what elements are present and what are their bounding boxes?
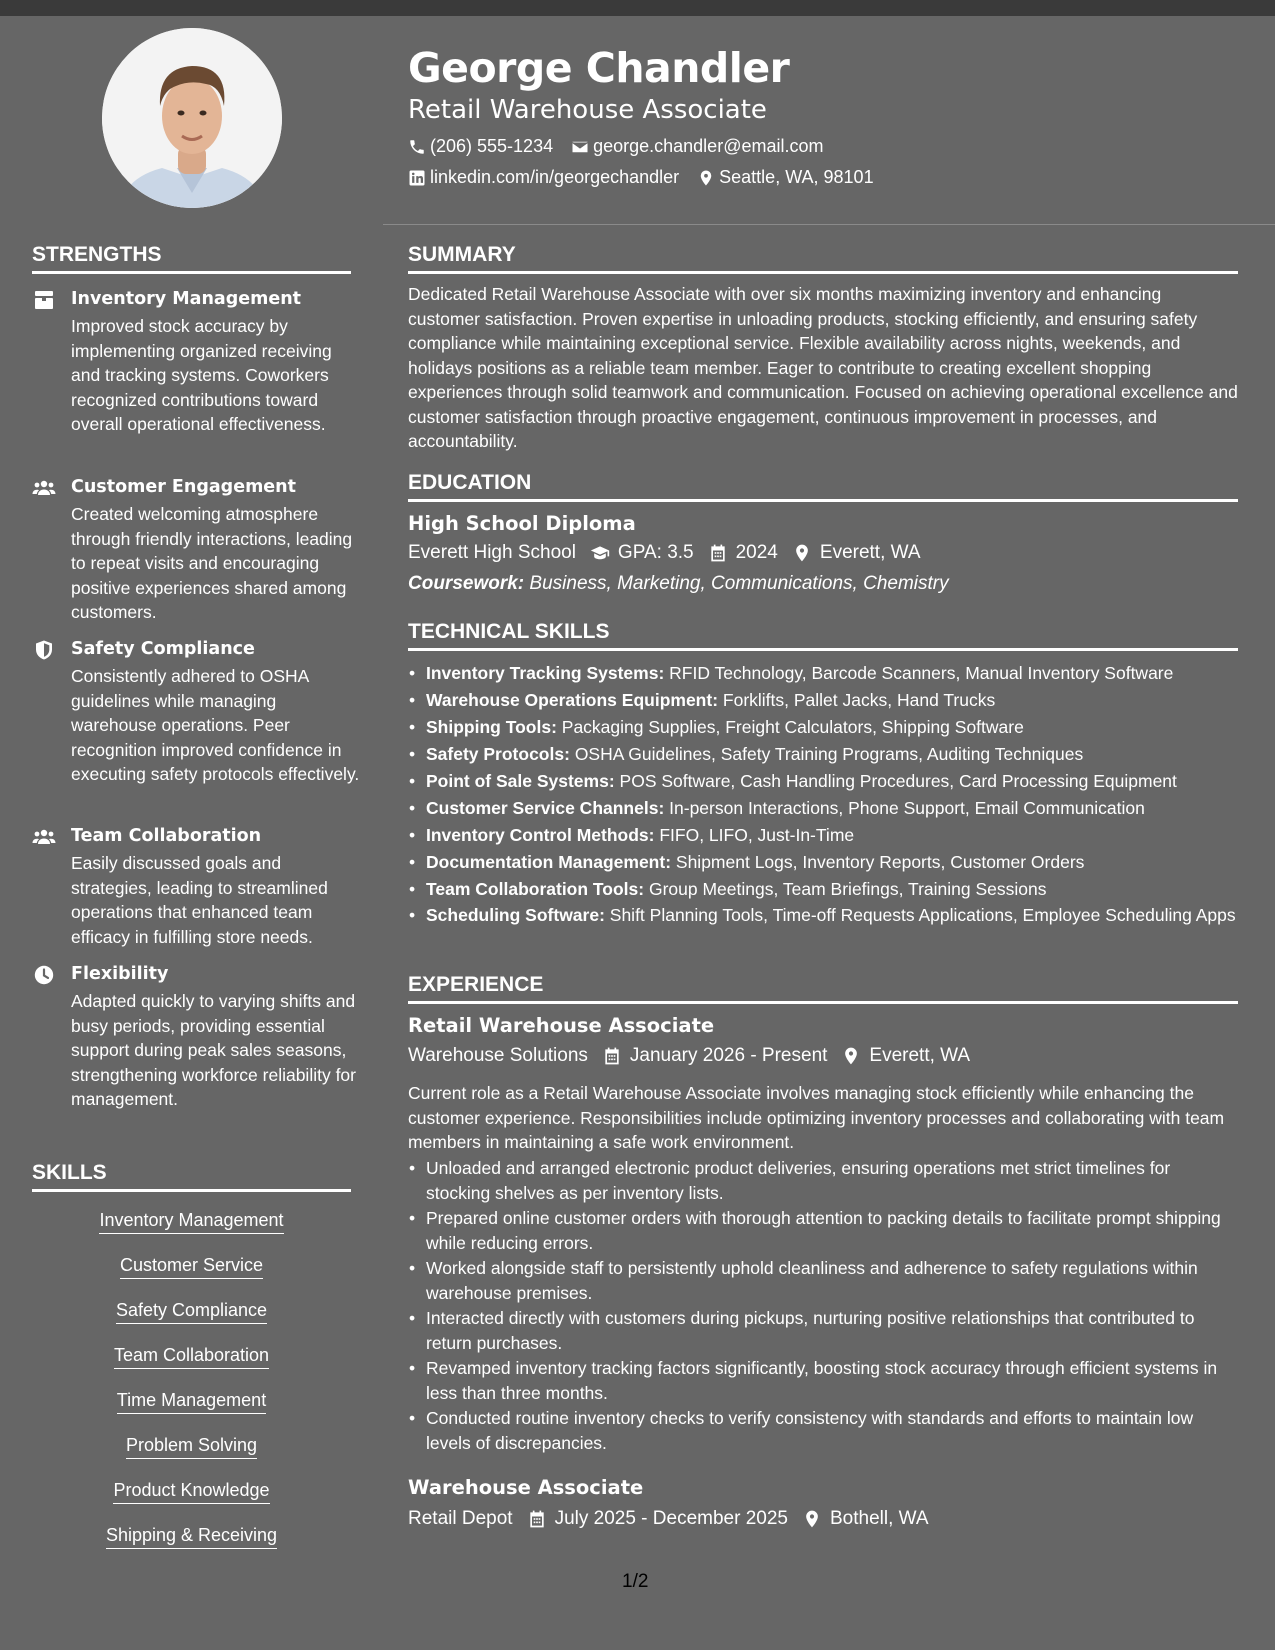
- linkedin-contact[interactable]: [408, 167, 679, 188]
- coursework-line: [408, 573, 949, 595]
- linkedin-text: linkedin.com/in/georgechandler: [430, 167, 680, 187]
- map-pin-icon: [697, 169, 715, 187]
- list-item: • Worked alongside staff to persistently uphold cleanliness and adherence to safety regulations within warehouse premises.: [408, 1256, 1238, 1305]
- list-item: • Inventory Tracking Systems: RFID Technology, Barcode Scanners, Manual Inventory Software: [408, 660, 1238, 687]
- graduation-year: 2024: [735, 542, 778, 563]
- list-item: • Warehouse Operations Equipment: Forklifts, Pallet Jacks, Hand Trucks: [408, 687, 1238, 714]
- job-bullets: [408, 1156, 1238, 1456]
- list-item: • Point of Sale Systems: POS Software, Cash Handling Procedures, Card Processing Equipment: [408, 768, 1238, 795]
- phone-icon: [408, 138, 426, 156]
- calendar-icon: [527, 1509, 547, 1529]
- job-summary: Current role as a Retail Warehouse Associate involves managing stock efficiently while enhancing the customer experience. Responsibilities include optimizing inventory processes and collaborating with team members in maintaining a safe work environment.: [408, 1083, 1225, 1152]
- email-text: george.chandler@email.com: [593, 136, 824, 156]
- list-item: • Safety Protocols: OSHA Guidelines, Safety Training Programs, Auditing Techniques: [408, 741, 1238, 768]
- map-pin-icon: [841, 1046, 861, 1066]
- list-item: • Unloaded and arranged electronic product deliveries, ensuring operations met strict timelines for stocking shelves as per inventory lists.: [408, 1156, 1238, 1205]
- map-pin-icon: [792, 543, 812, 563]
- shield-icon: [32, 640, 56, 660]
- list-item: • Inventory Control Methods: FIFO, LIFO, Just-In-Time: [408, 822, 1238, 849]
- job-meta: [408, 1508, 929, 1530]
- job-meta: [408, 1045, 970, 1067]
- box-icon: [32, 290, 56, 310]
- education-meta: [408, 542, 921, 564]
- education-degree: High School Diploma: [408, 512, 636, 535]
- calendar-icon: [708, 543, 728, 563]
- company-name: Retail Depot: [408, 1508, 513, 1529]
- skills-heading: SKILLS: [32, 1161, 351, 1192]
- summary-heading: SUMMARY: [408, 243, 1238, 274]
- list-item: • Team Collaboration Tools: Group Meetings, Team Briefings, Training Sessions: [408, 876, 1238, 903]
- experience-heading: EXPERIENCE: [408, 973, 1238, 1004]
- location-contact: [697, 167, 873, 188]
- top-bar: [0, 0, 1275, 16]
- coursework-label: Coursework:: [408, 573, 525, 594]
- candidate-name: George Chandler: [408, 44, 790, 92]
- strength-desc: Improved stock accuracy by implementing organized receiving and tracking systems. Coworkers recognized contributions toward overall operational effectiveness.: [71, 316, 332, 434]
- email-contact[interactable]: [571, 136, 823, 157]
- job-title: Retail Warehouse Associate: [408, 1014, 715, 1037]
- clock-icon: [32, 965, 56, 985]
- strength-desc: Created welcoming atmosphere through friendly interactions, leading to repeat visits and encouraging positive experiences shared among customers.: [71, 504, 353, 622]
- summary-text: Dedicated Retail Warehouse Associate with over six months maximizing inventory and enhancing customer satisfaction. Proven expertise in unloading products, stocking efficiently, and ensuring safety compliance while maintaining exceptional service. Flexible availability across nights, weekends, and holidays positions as a reliable team member. Eager to contribute to creating excellent shopping experiences through solid teamwork and communication. Focused on achieving operational excellence and customer satisfaction through proactive engagement, continuous improvement in processes, and accountability.: [408, 284, 1238, 451]
- skill-item: Inventory Management: [32, 1210, 351, 1234]
- company-name: Warehouse Solutions: [408, 1045, 588, 1066]
- skill-item: Product Knowledge: [32, 1480, 351, 1504]
- profile-photo: [102, 28, 282, 208]
- skill-item: Shipping & Receiving: [32, 1525, 351, 1549]
- skill-item: Customer Service: [32, 1255, 351, 1279]
- location-text: Seattle, WA, 98101: [719, 167, 874, 187]
- phone-contact[interactable]: [408, 136, 553, 157]
- strengths-heading: STRENGTHS: [32, 243, 351, 274]
- technical-skills-list: [408, 660, 1238, 928]
- school-name: Everett High School: [408, 542, 576, 563]
- list-item: • Customer Service Channels: In-person Interactions, Phone Support, Email Communication: [408, 795, 1238, 822]
- map-pin-icon: [802, 1509, 822, 1529]
- calendar-icon: [602, 1046, 622, 1066]
- page-number: 1/2: [622, 1571, 649, 1592]
- candidate-title: Retail Warehouse Associate: [408, 95, 767, 125]
- list-item: • Prepared online customer orders with thorough attention to packing details to facilitate prompt shipping while reducing errors.: [408, 1206, 1238, 1255]
- job-dates: July 2025 - December 2025: [554, 1508, 788, 1529]
- list-item: • Interacted directly with customers during pickups, nurturing positive relationships that contributed to return purchases.: [408, 1306, 1238, 1355]
- skill-item: Problem Solving: [32, 1435, 351, 1459]
- strength-title: Inventory Management: [71, 289, 302, 309]
- technical-skills-heading: TECHNICAL SKILLS: [408, 620, 1238, 651]
- strength-desc: Easily discussed goals and strategies, leading to streamlined operations that enhanced team efficacy in fulfilling store needs.: [71, 853, 328, 947]
- list-item: • Scheduling Software: Shift Planning Tools, Time-off Requests Applications, Employee Scheduling Apps: [408, 903, 1238, 928]
- skill-item: Safety Compliance: [32, 1300, 351, 1324]
- strength-title: Flexibility: [71, 964, 169, 984]
- skill-item: Time Management: [32, 1390, 351, 1414]
- strength-title: Team Collaboration: [71, 826, 262, 846]
- linkedin-icon: [408, 169, 426, 187]
- strength-desc: Consistently adhered to OSHA guidelines while managing warehouse operations. Peer recognition improved confidence in executing safety protocols effectively.: [71, 666, 360, 784]
- education-location: Everett, WA: [819, 542, 921, 563]
- gpa-text: GPA: 3.5: [617, 542, 694, 563]
- job-dates: January 2026 - Present: [629, 1045, 828, 1066]
- list-item: • Conducted routine inventory checks to verify consistency with standards and efforts to maintain low levels of discrepancies.: [408, 1406, 1238, 1455]
- list-item: • Revamped inventory tracking factors significantly, boosting stock accuracy through efficient systems in less than three months.: [408, 1356, 1238, 1405]
- users-icon: [32, 478, 56, 498]
- list-item: • Documentation Management: Shipment Logs, Inventory Reports, Customer Orders: [408, 849, 1238, 876]
- contact-row-2: [408, 167, 892, 188]
- envelope-icon: [571, 138, 589, 156]
- users-icon: [32, 827, 56, 847]
- phone-text: (206) 555-1234: [430, 136, 554, 156]
- skill-item: Team Collaboration: [32, 1345, 351, 1369]
- graduation-cap-icon: [590, 543, 610, 563]
- header-divider: [383, 224, 1275, 225]
- education-heading: EDUCATION: [408, 471, 1238, 502]
- strength-desc: Adapted quickly to varying shifts and busy periods, providing essential support during peak sales seasons, strengthening workforce reliability for management.: [71, 991, 356, 1109]
- job-location: Everett, WA: [869, 1045, 971, 1066]
- job-location: Bothell, WA: [829, 1508, 929, 1529]
- contact-row-1: [408, 136, 841, 157]
- list-item: • Shipping Tools: Packaging Supplies, Freight Calculators, Shipping Software: [408, 714, 1238, 741]
- coursework-text: Business, Marketing, Communications, Chemistry: [529, 573, 949, 594]
- strength-title: Safety Compliance: [71, 639, 255, 659]
- strength-title: Customer Engagement: [71, 477, 297, 497]
- job-title: Warehouse Associate: [408, 1476, 644, 1499]
